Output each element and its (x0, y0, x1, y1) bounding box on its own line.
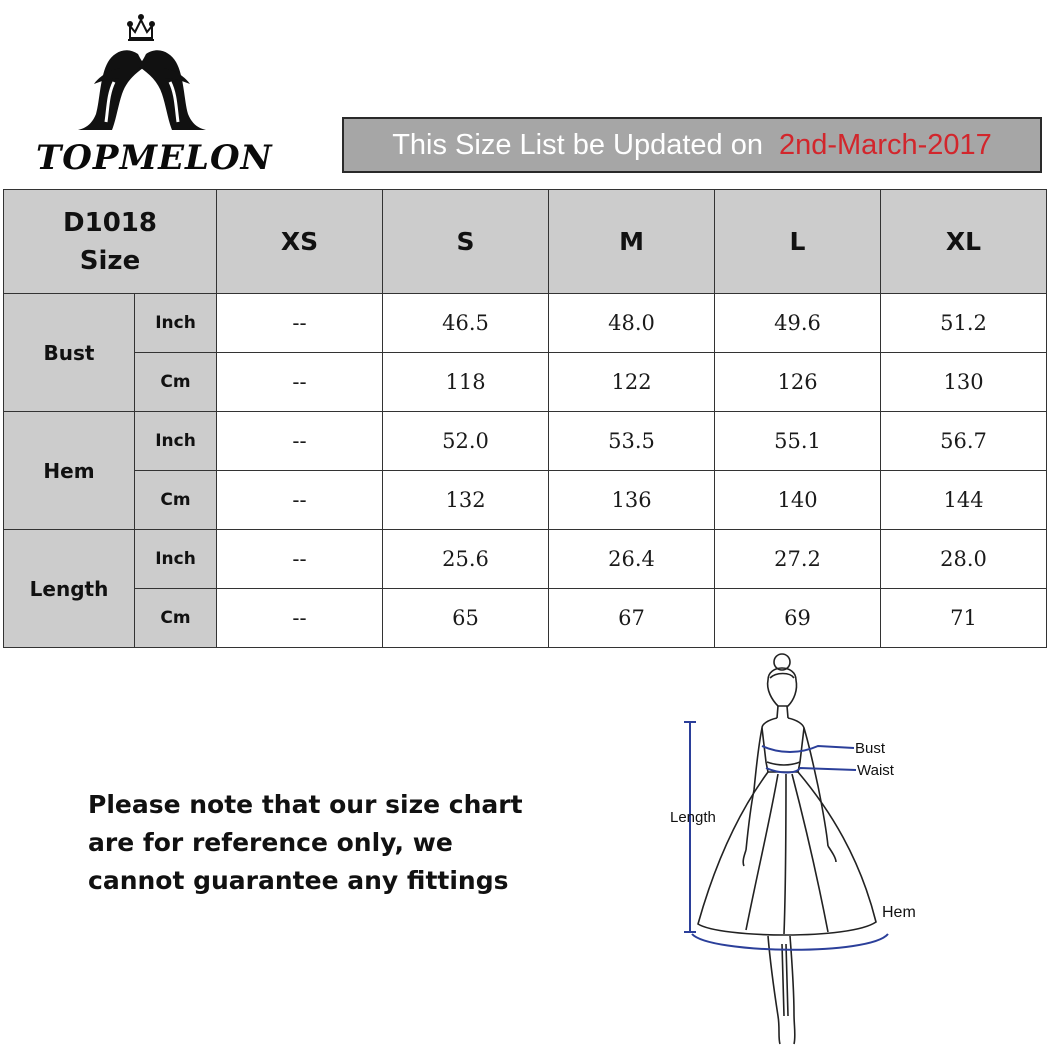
table-row (4, 589, 1047, 648)
value-cell: 55.1 (715, 412, 881, 471)
brand-logo (30, 8, 273, 178)
figure-label-length: Length (670, 809, 716, 826)
value-cell: -- (217, 471, 383, 530)
unit-inch: Inch (135, 530, 217, 589)
value-cell: 56.7 (881, 412, 1047, 471)
value-cell: 118 (383, 353, 549, 412)
value-cell: 126 (715, 353, 881, 412)
value-cell: -- (217, 353, 383, 412)
value-cell: 71 (881, 589, 1047, 648)
unit-cm: Cm (135, 471, 217, 530)
size-header: XS (217, 190, 383, 294)
size-corner-cell (4, 190, 217, 294)
value-cell: 51.2 (881, 294, 1047, 353)
value-cell: 144 (881, 471, 1047, 530)
value-cell: 65 (383, 589, 549, 648)
table-row (4, 353, 1047, 412)
value-cell: 26.4 (549, 530, 715, 589)
model-number: D1018 (63, 207, 157, 238)
table-row (4, 294, 1047, 353)
value-cell: -- (217, 589, 383, 648)
value-cell: 48.0 (549, 294, 715, 353)
table-row (4, 412, 1047, 471)
note-line: cannot guarantee any fittings (88, 866, 509, 895)
value-cell: 25.6 (383, 530, 549, 589)
value-cell: 130 (881, 353, 1047, 412)
value-cell: 49.6 (715, 294, 881, 353)
unit-cm: Cm (135, 589, 217, 648)
size-table (3, 189, 1047, 648)
value-cell: 122 (549, 353, 715, 412)
dress-figure (650, 650, 950, 1050)
brand-name: TOPMELON (36, 138, 273, 178)
crown-penguins-icon (42, 8, 242, 138)
value-cell: 46.5 (383, 294, 549, 353)
unit-inch: Inch (135, 412, 217, 471)
value-cell: 67 (549, 589, 715, 648)
value-cell: 136 (549, 471, 715, 530)
size-header-row (4, 190, 1047, 294)
size-header: XL (881, 190, 1047, 294)
table-row (4, 471, 1047, 530)
value-cell: -- (217, 412, 383, 471)
measure-bust: Bust (4, 294, 135, 412)
banner-date: 2nd-March-2017 (778, 128, 992, 161)
figure-label-hem: Hem (882, 904, 916, 921)
measure-length: Length (4, 530, 135, 648)
value-cell: 53.5 (549, 412, 715, 471)
reference-note (88, 786, 558, 900)
note-line: are for reference only, we (88, 828, 453, 857)
value-cell: 132 (383, 471, 549, 530)
size-label: Size (79, 245, 141, 276)
measure-hem: Hem (4, 412, 135, 530)
value-cell: -- (217, 294, 383, 353)
update-banner (342, 117, 1042, 173)
size-header: S (383, 190, 549, 294)
figure-label-bust: Bust (855, 740, 886, 757)
value-cell: 69 (715, 589, 881, 648)
value-cell: -- (217, 530, 383, 589)
figure-label-waist: Waist (857, 762, 894, 779)
size-header: M (549, 190, 715, 294)
banner-text: This Size List be Updated on (392, 128, 763, 161)
unit-cm: Cm (135, 353, 217, 412)
value-cell: 27.2 (715, 530, 881, 589)
table-row (4, 530, 1047, 589)
unit-inch: Inch (135, 294, 217, 353)
dress-figure-icon (650, 650, 950, 1050)
value-cell: 28.0 (881, 530, 1047, 589)
value-cell: 52.0 (383, 412, 549, 471)
value-cell: 140 (715, 471, 881, 530)
note-line: Please note that our size chart (88, 790, 523, 819)
size-header: L (715, 190, 881, 294)
